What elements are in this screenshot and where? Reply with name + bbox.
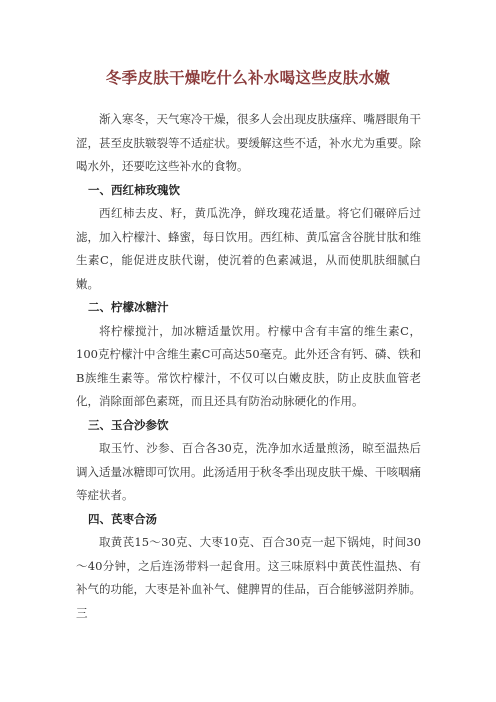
section-heading-3: 三、玉合沙参饮 [88, 417, 169, 432]
section-body-1: 西红柿去皮、籽，黄瓜洗净，鲜玫瑰花适量。将它们碾碎后过滤，加入柠檬汁、蜂蜜，每日饮用。西红柿、黄瓜富含谷胱甘肽和维生素C，能促进皮肤代谢，使沉着的色素减退，从而使肌肤细腻白嫩。 [76, 206, 421, 291]
document-body [76, 108, 421, 625]
section-body-2: 将柠檬搅汁，加冰糖适量饮用。柠檬中含有丰富的维生素C，100克柠檬汁中含维生素C可高达50毫克。此外还含有钙、磷、铁和B族维生素等。常饮柠檬汁，不仅可以白嫩皮肤，防止皮肤血管老化，消除面部色素斑，而且还具有防治动脉硬化的作用。 [76, 323, 421, 408]
document-title: 冬季皮肤干燥吃什么补水喝这些皮肤水嫩 [105, 68, 391, 87]
section-heading-1: 一、西红柿玫瑰饮 [88, 182, 180, 197]
section-heading-4: 四、芪枣合汤 [88, 511, 157, 526]
section-heading-2: 二、柠檬冰糖汁 [88, 300, 169, 314]
section-body-4: 取黄芪15～30克、大枣10克、百合30克一起下锅炖，时间30～40分钟，之后连汤带料一起食用。这三味原料中黄芪性温热、有补气的功能，大枣是补血补气、健脾胃的佳品，百合能够滋阴养肺。三 [76, 535, 421, 620]
intro-paragraph: 渐入寒冬，天气寒冷干燥，很多人会出现皮肤瘙痒、嘴唇眼角干涩，甚至皮肤皲裂等不适症状。要缓解这些不适，补水尤为重要。除喝水外，还要吃这些补水的食物。 [76, 112, 421, 173]
section-body-3: 取玉竹、沙参、百合各30克，洗净加水适量煎汤，晾至温热后调入适量冰糖即可饮用。此汤适用于秋冬季出现皮肤干燥、干咳咽痛等症状者。 [76, 441, 421, 502]
